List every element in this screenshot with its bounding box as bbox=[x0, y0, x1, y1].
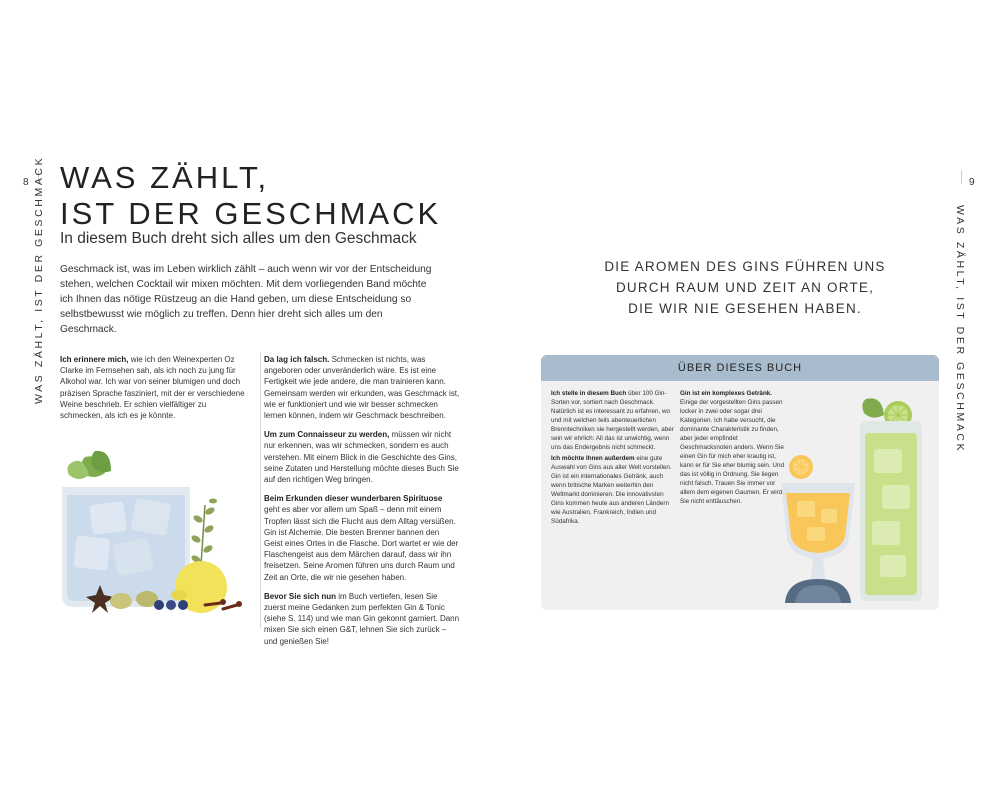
paragraph-text: geht es aber vor allem um Spaß – denn mit einem Tropfen lässt sich die Flucht aus dem Alltag versüßen. Gin ist Alchemie. Die besten Brenner bannen den Geist eines Ortes in die Flasche. Dort wartet er wie der Flaschengeist aus dem Märchen darauf, dass wir ihn freisetzen. Seine Aromen führen uns durch Raum und Zeit an Orte, die wir nie gesehen haben. bbox=[264, 505, 459, 582]
pull-quote bbox=[590, 256, 900, 319]
info-box-title: ÜBER DIESES BUCH bbox=[541, 355, 939, 381]
running-head-right: WAS ZÄHLT, IST DER GESCHMACK bbox=[954, 205, 966, 454]
paragraph-text: eine gute Auswahl von Gins aus aller Welt vorstellen. Gin ist ein internationales Getränk, auch wenn britische Marken weiterhin den Weltmarkt dominieren. Die innovativsten Gins kommen heute aus anderen Ländern wie Australien, Frankreich, Indien und Südafrika. bbox=[551, 455, 672, 525]
subtitle: In diesem Buch dreht sich alles um den Geschmack bbox=[60, 230, 417, 247]
gin-glass-illustration bbox=[55, 445, 255, 615]
text-column-1 bbox=[60, 354, 250, 429]
paragraph-lead: Ich möchte Ihnen außerdem bbox=[551, 455, 635, 462]
juniper-berries-icon bbox=[154, 600, 188, 610]
paragraph-lead: Ich stelle in diesem Buch bbox=[551, 390, 627, 397]
lime-highball-glass-illustration bbox=[856, 393, 936, 605]
paragraph bbox=[551, 389, 677, 452]
paragraph-text: müssen wir nicht nur erkennen, was wir schmecken, sondern es auch verstehen. Mit einem Blick in die Geschichte des Gins, seine Zutaten und Herstellung möchte dieses Buch Sie auf den richtigen Weg bringen. bbox=[264, 430, 459, 485]
paragraph-text: Schmecken ist nichts, was angeboren oder unveränderlich wäre. Es ist eine Fertigkeit wie jede andere, die man trainieren kann. Gemeinsam werden wir erkunden, was Geschmack ist, wie er funktioniert und wie wir besser schmecken lernen können, indem wir Geschmack beschreiben. bbox=[264, 355, 460, 421]
running-head-left: WAS ZÄHLT, IST DER GESCHMACK bbox=[33, 155, 45, 404]
paragraph bbox=[264, 354, 460, 421]
paragraph-text: über 100 Gin-Sorten vor, sortiert nach Geschmack. Natürlich ist es interessant zu erfahren, wo und mit welchen teils abenteuerlichen Brenntechniken sie hergestellt werden, aber sein wir ehrlich: All das ist unwichtig, wenn uns das Endergebnis nicht schmeckt. bbox=[551, 390, 674, 451]
paragraph-lead: Beim Erkunden dieser wunderbaren Spirituose bbox=[264, 494, 443, 504]
paragraph-text: Einige der vorgestellten Gins passen locker in zwei oder sogar drei Kategorien. Ich habe versucht, die dominante Charakteristik zu finden, aber jeder empfindet Geschmacksnoten anders. Wenn Sie einen Gin für mich eher krautig ist, kann er für Sie eher blumig sein. Und das ist völlig in Ordnung. Sie liegen nicht falsch. Trauen Sie immer vor allem dem eigenen Gaumen. Er wird Sie nicht enttäuschen. bbox=[680, 399, 784, 505]
paragraph bbox=[264, 591, 460, 647]
orange-cocktail-glass-illustration bbox=[773, 453, 863, 605]
title-line-2: IST DER GESCHMACK bbox=[60, 196, 442, 231]
info-box-column-2 bbox=[680, 389, 784, 508]
info-box bbox=[541, 355, 939, 610]
paragraph-lead: Bevor Sie sich nun bbox=[264, 591, 337, 601]
basil-leaves-icon bbox=[67, 451, 111, 479]
intro-paragraph: Geschmack ist, was im Leben wirklich zählt – auch wenn wir vor der Entscheidung stehen, welchen Cocktail wir mixen möchten. Mit dem vorliegenden Band möchte ich Ihnen das nötige Rüstzeug an die Hand geben, um diese Entscheidung so selbstbewusst wie möglich zu treffen. Denn hier dreht sich alles um den Geschmack. bbox=[60, 264, 432, 335]
text-column-2 bbox=[264, 354, 460, 655]
paragraph-lead: Um zum Connaisseur zu werden, bbox=[264, 430, 390, 440]
page-title bbox=[60, 160, 460, 232]
paragraph bbox=[551, 454, 677, 526]
page-number-right: 9 bbox=[969, 177, 975, 188]
paragraph bbox=[264, 493, 460, 583]
info-box-column-1 bbox=[551, 389, 677, 528]
paragraph-lead: Gin ist ein komplexes Getränk. bbox=[680, 390, 773, 397]
column-divider bbox=[260, 352, 261, 628]
paragraph-lead: Ich erinnere mich, bbox=[60, 355, 129, 364]
paragraph-text: wie ich den Weinexperten Oz Clarke im Fernsehen sah, als ich noch zu jung für Alkohol war. Ich war von seiner blumigen und doch präzisen Sprache fasziniert, mit der er verschiedene Weine beschrieb. Er schien vielfältiger zu schmecken, als ich es je könnte. bbox=[60, 355, 245, 421]
quote-line-3: DIE WIR NIE GESEHEN HABEN. bbox=[628, 301, 862, 316]
paragraph bbox=[60, 354, 250, 421]
paragraph bbox=[264, 429, 460, 485]
quote-line-1: DIE AROMEN DES GINS FÜHREN UNS bbox=[604, 259, 886, 274]
paragraph-lead: Da lag ich falsch. bbox=[264, 355, 330, 364]
orange-slice-icon bbox=[789, 455, 813, 479]
page-marker-line-right bbox=[961, 170, 962, 184]
quote-line-2: DURCH RAUM UND ZEIT AN ORTE, bbox=[615, 280, 875, 295]
paragraph bbox=[680, 389, 784, 506]
title-line-1: WAS ZÄHLT, bbox=[60, 160, 270, 195]
paragraph-text: im Buch vertiefen, lesen Sie zuerst meine Gedanken zum perfekten Gin & Tonic (siehe S. 114) und wie man Gin gekonnt garniert. Dann mixen Sie sich einen G&T, lehnen Sie sich zurück – und genießen Sie! bbox=[264, 591, 460, 646]
page-number-left: 8 bbox=[23, 177, 29, 188]
